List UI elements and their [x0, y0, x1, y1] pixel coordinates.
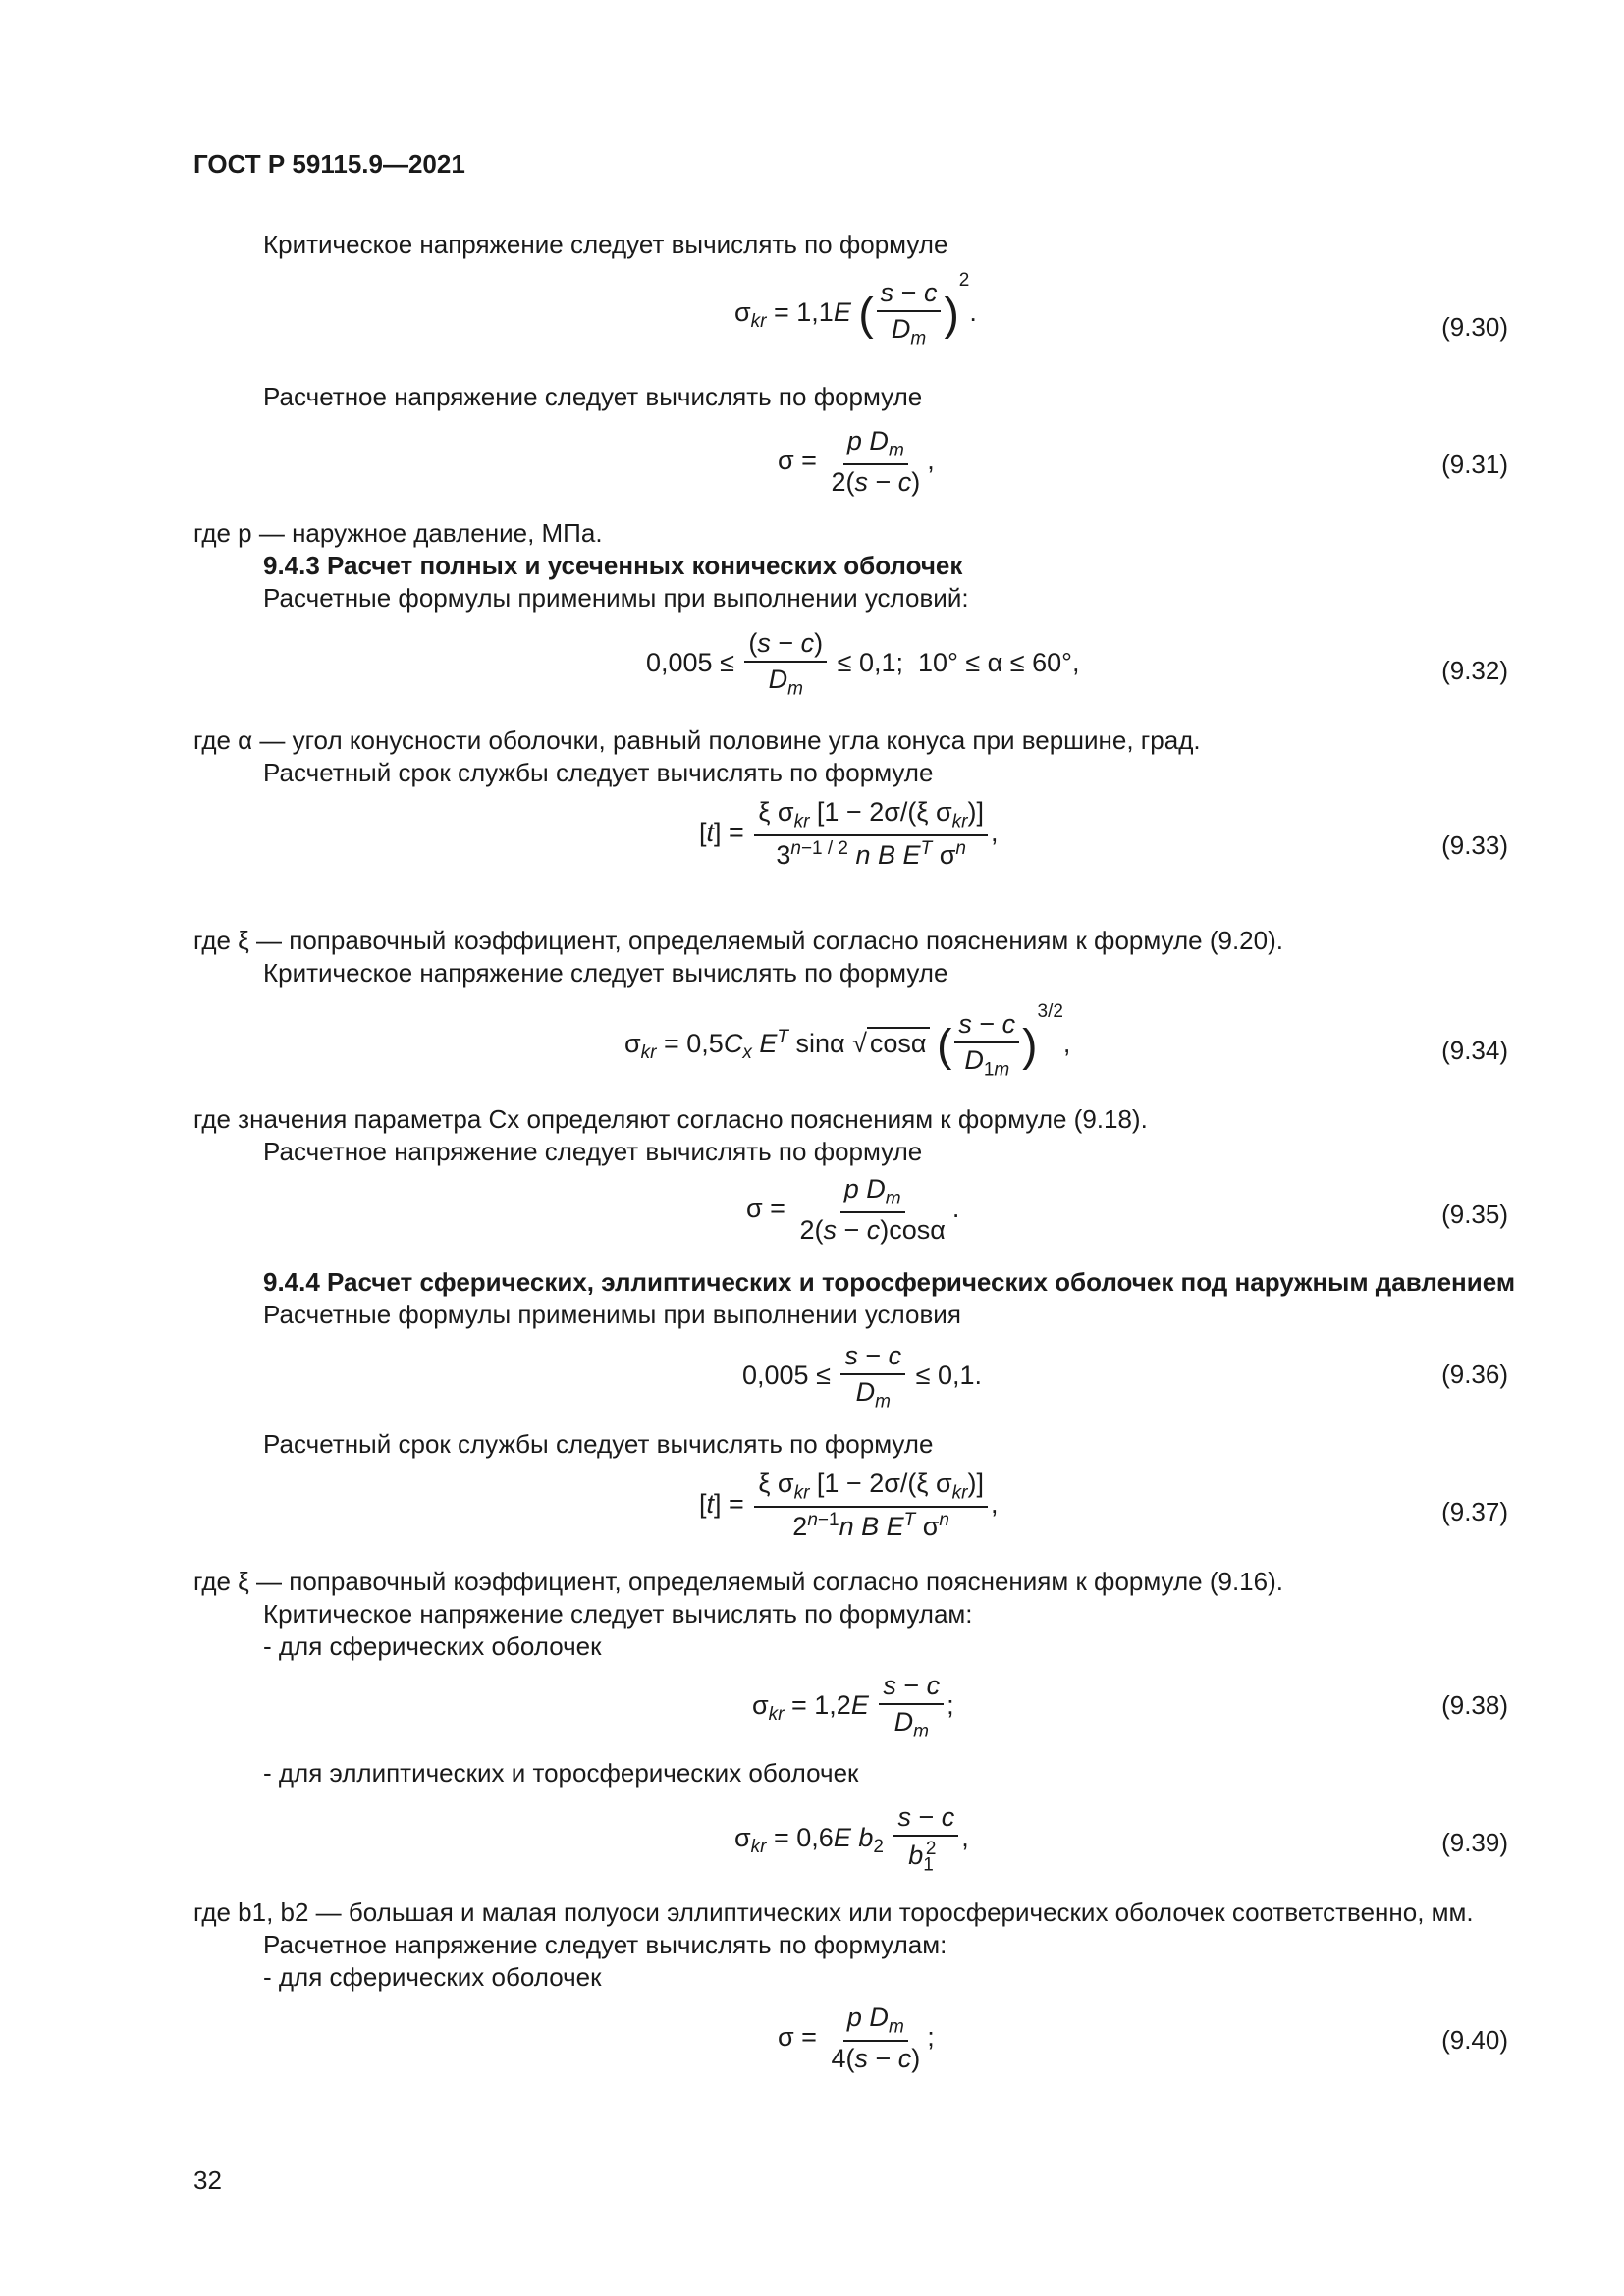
section-heading: 9.4.4 Расчет сферических, эллиптических и торосферических оболочек под наружным давлением [263, 1267, 1516, 1297]
formula-9-37: [t] = $\frac{\xi \sigma_{kr} [1 - 2\sigma/(\xi \sigma_{kr})]}{2^{n-1}n B E^T \sigma^n}$ , [699, 1468, 999, 1542]
page-number: 32 [193, 2165, 222, 2195]
formula-9-40: σ = $\frac{p D_m}{4(s - c)}$ ; [778, 2002, 935, 2074]
text-line: Критическое напряжение следует вычислять по формуле [263, 230, 948, 259]
section-heading: 9.4.3 Расчет полных и усеченных конических оболочек [263, 551, 963, 580]
text-line: где ξ — поправочный коэффициент, определяемый согласно пояснениям к формуле (9.20). [193, 926, 1283, 955]
text-line: где p — наружное давление, МПа. [193, 518, 603, 548]
text-line: где значения параметра Cx определяют согласно пояснениям к формуле (9.18). [193, 1104, 1148, 1134]
formula-9-31: σ = $\frac{p D_m}{2(s - c)}$ , [778, 426, 935, 498]
text-line: Критическое напряжение следует вычислять по формуле [263, 958, 948, 988]
equation-number: (9.39) [1441, 1828, 1508, 1857]
document-header: ГОСТ Р 59115.9—2021 [193, 149, 465, 179]
text-line: где α — угол конусности оболочки, равный половине угла конуса при вершине, град. [193, 725, 1201, 755]
text-line: где b1, b2 — большая и малая полуоси эллиптических или торосферических оболочек соответственно, мм. [193, 1897, 1474, 1927]
text-line: Расчетный срок службы следует вычислять по формуле [263, 758, 934, 787]
equation-number: (9.32) [1441, 656, 1508, 685]
formula-9-38: $\sigma_{kr} = 1,2E$ $\frac{s - c}{D_m}$ ; [752, 1671, 954, 1742]
text-line: Расчетное напряжение следует вычислять по формулам: [263, 1930, 947, 1959]
formula-9-34: $\sigma_{kr} = 0,5C_x$ $E^T$ sinα √ cosα ( $\frac{s - c}{D_{1m}}$ )$^{3/2}$, [624, 1000, 1071, 1081]
formula-9-30: $\sigma_{kr} = 1,1E$ ( $\frac{s - c}{D_m}$ )$^2$. [734, 269, 977, 349]
equation-number: (9.37) [1441, 1497, 1508, 1526]
text-line: где ξ — поправочный коэффициент, определяемый согласно пояснениям к формуле (9.16). [193, 1567, 1283, 1596]
equation-number: (9.35) [1441, 1200, 1508, 1229]
text-line: Расчетное напряжение следует вычислять по формуле [263, 1137, 923, 1166]
equation-number: (9.34) [1441, 1036, 1508, 1065]
text-line: - для сферических оболочек [263, 1962, 602, 1992]
text-line: - для эллиптических и торосферических оболочек [263, 1758, 859, 1788]
text-line: Расчетное напряжение следует вычислять по формуле [263, 382, 923, 411]
formula-9-35: σ = $\frac{p D_m}{2(s - c)\cos\alpha}$ . [746, 1174, 960, 1246]
equation-number: (9.40) [1441, 2025, 1508, 2055]
equation-number: (9.30) [1441, 312, 1508, 342]
text-line: Расчетные формулы применимы при выполнении условий: [263, 583, 969, 613]
equation-number: (9.38) [1441, 1690, 1508, 1720]
text-line: - для сферических оболочек [263, 1631, 602, 1661]
equation-number: (9.31) [1441, 450, 1508, 479]
text-line: Расчетный срок службы следует вычислять по формуле [263, 1429, 934, 1459]
formula-9-36: 0,005 ≤ $\frac{s - c}{D_m}$ ≤ 0,1. [742, 1341, 983, 1413]
equation-number: (9.33) [1441, 830, 1508, 860]
text-line: Расчетные формулы применимы при выполнении условия [263, 1300, 961, 1329]
formula-9-32: 0,005 ≤ $\frac{(s - c)}{D_m}$ ≤ 0,1; 10° ≤ α ≤ 60°, [646, 628, 1080, 700]
formula-9-39: $\sigma_{kr} = 0,6E$ $b_2$ $\frac{s - c}{b_1^2}$ , [734, 1802, 969, 1876]
text-line: Критическое напряжение следует вычислять по формулам: [263, 1599, 973, 1629]
formula-9-33: [t] = $\frac{\xi \sigma_{kr} [1 - 2\sigma/(\xi \sigma_{kr})]}{3^{n-1 / 2} n B E^T \sigma^n}$ , [699, 797, 999, 871]
equation-number: (9.36) [1441, 1360, 1508, 1389]
